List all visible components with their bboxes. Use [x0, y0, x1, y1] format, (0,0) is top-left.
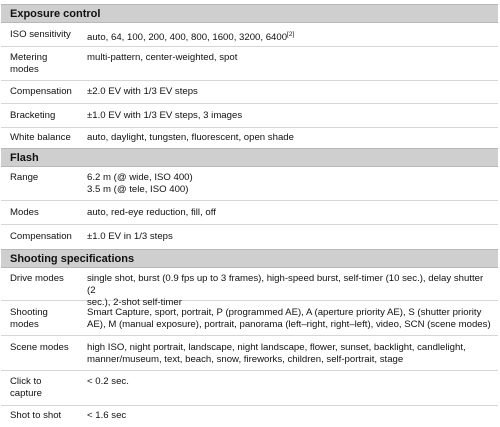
spec-label-line: modes: [10, 64, 39, 75]
spec-label-line: Metering: [10, 52, 48, 63]
spec-label: Range: [10, 172, 39, 183]
spec-row-scene-modes: [1, 336, 498, 371]
spec-value-line: 6.2 m (@ wide, ISO 400): [87, 172, 193, 183]
spec-value: auto, daylight, tungsten, fluorescent, open shade: [87, 132, 294, 143]
spec-label: Bracketing: [10, 110, 56, 121]
spec-value: < 0.2 sec.: [87, 376, 129, 387]
spec-value: [87, 307, 492, 331]
spec-row-range: [1, 167, 498, 201]
spec-row-iso-sensitivity: [1, 23, 498, 47]
spec-value: ±2.0 EV with 1/3 EV steps: [87, 86, 198, 97]
spec-value: [87, 29, 492, 44]
spec-label: Compensation: [10, 86, 72, 97]
spec-row-compensation: [1, 81, 498, 104]
section-title: Exposure control: [10, 8, 101, 20]
spec-label-line: capture: [10, 388, 42, 399]
spec-value: multi-pattern, center-weighted, spot: [87, 52, 238, 63]
spec-value-line: manner/museum, text, beach, snow, fireworks, children, self-portrait, stage: [87, 354, 404, 365]
footnote-link[interactable]: [2]: [287, 31, 295, 38]
spec-label: Shot to shot: [10, 410, 62, 421]
spec-label: ISO sensitivity: [10, 29, 71, 40]
spec-value-line: sec.), 2-shot self-timer: [87, 297, 182, 308]
spec-value-line: 3.5 m (@ tele, ISO 400): [87, 184, 189, 195]
spec-row-flash-compensation: [1, 225, 498, 246]
spec-row-shot-to-shot: [1, 406, 498, 427]
spec-row-drive-modes: [1, 268, 498, 308]
spec-value: [87, 172, 492, 196]
spec-label: Modes: [10, 207, 39, 218]
spec-value: auto, red-eye reduction, fill, off: [87, 207, 216, 218]
section-title: Shooting specifications: [10, 253, 135, 265]
spec-label-line: Shooting: [10, 307, 48, 318]
spec-label: Drive modes: [10, 273, 64, 284]
spec-label: [10, 376, 82, 400]
spec-value: [87, 342, 492, 366]
section-title: Flash: [10, 152, 39, 164]
section-header-shooting-specifications: [1, 249, 498, 268]
spec-value-line: high ISO, night portrait, landscape, night landscape, flower, sunset, backlight, candlelight,: [87, 342, 466, 353]
spec-label: [10, 307, 82, 331]
spec-row-shooting-modes: [1, 301, 498, 336]
spec-value-line: Smart Capture, sport, portrait, P (programmed AE), A (aperture priority AE), S (shutter priority: [87, 307, 482, 318]
spec-row-click-to-capture: [1, 371, 498, 406]
spec-label: White balance: [10, 132, 71, 143]
spec-label: Scene modes: [10, 342, 69, 353]
spec-value-line: AE), M (manual exposure), portrait, panorama (left–right, right–left), video, SCN (scene modes): [87, 319, 491, 330]
spec-label: Compensation: [10, 231, 72, 242]
spec-label: [10, 52, 82, 76]
spec-label-line: modes: [10, 319, 39, 330]
spec-row-metering-modes: [1, 47, 498, 81]
spec-row-white-balance: [1, 128, 498, 148]
spec-row-bracketing: [1, 104, 498, 128]
spec-label-line: Click to: [10, 376, 42, 387]
spec-value-line: single shot, burst (0.9 fps up to 3 frames), high-speed burst, self-timer (10 sec.), delay shutter (2: [87, 273, 484, 296]
spec-row-flash-modes: [1, 201, 498, 225]
spec-value: < 1.6 sec: [87, 410, 127, 421]
iso-values: auto, 64, 100, 200, 400, 800, 1600, 3200, 6400: [87, 32, 288, 43]
section-header-exposure-control: [1, 4, 498, 23]
spec-value: ±1.0 EV with 1/3 EV steps, 3 images: [87, 110, 243, 121]
section-header-flash: [1, 148, 498, 167]
spec-value: ±1.0 EV in 1/3 steps: [87, 231, 173, 242]
